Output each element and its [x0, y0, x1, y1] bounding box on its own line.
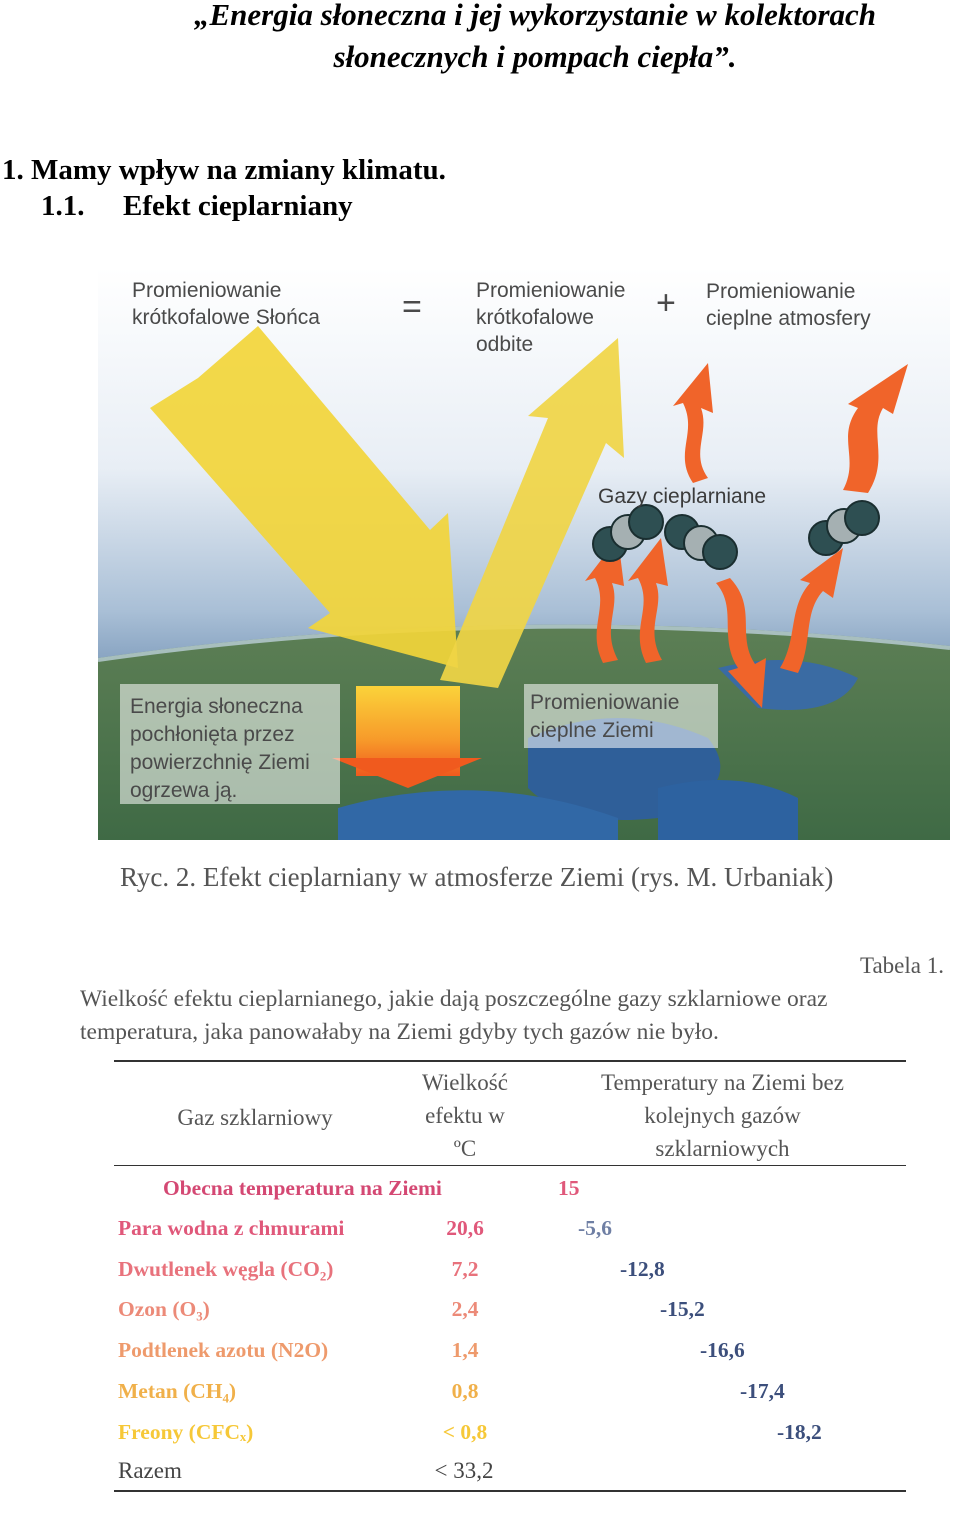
title-line-2: słonecznych i pompach ciepła”. [333, 39, 737, 74]
label-atmosphere-line-1: Promieniowanie [706, 280, 856, 303]
subsection-number: 1.1. [41, 190, 85, 222]
table-row [0, 1216, 960, 1252]
col-header-gas: Gaz szklarniowy [177, 1105, 333, 1130]
gas-name: Dwutlenek węgla (CO₂) [118, 1257, 334, 1281]
label-atmosphere-line-2: cieplne atmosfery [706, 307, 871, 330]
table-top-rule [114, 1060, 906, 1062]
label-solar-line-1: Promieniowanie [132, 279, 282, 302]
temperature-value: -15,2 [660, 1297, 705, 1321]
subsection-title: Efekt cieplarniany [123, 190, 353, 222]
label-greenhouse-gases: Gazy cieplarniane [598, 485, 767, 508]
label-earth-radiation-line-2: cieplne Ziemi [530, 719, 654, 742]
col-header-effect-line-1: Wielkość [422, 1070, 508, 1095]
plus-sign: + [656, 284, 676, 322]
col-header-effect-line-2: efektu w [425, 1103, 505, 1128]
col-header-effect [405, 1066, 525, 1165]
temperature-value: -18,2 [777, 1420, 822, 1444]
gas-name: Podtlenek azotu (N2O) [118, 1338, 329, 1362]
table-description: Wielkość efektu cieplarnianego, jakie dają poszczególne gazy szklarniowe oraz temperatura, jaka panowałaby na Ziemi gdyby tych gazów nie było. [80, 986, 828, 1045]
table-row [0, 1257, 960, 1293]
col-header-temperature-line-2: kolejnych gazów [644, 1103, 801, 1128]
gas-name: Ozon (O₃) [118, 1297, 210, 1321]
table-row [0, 1338, 960, 1374]
table-row-total [0, 1458, 960, 1494]
label-absorbed-line-3: powierzchnię Ziemi [130, 751, 310, 774]
current-temp-value: 15 [558, 1176, 580, 1200]
gas-name: Freony (CFCₓ) [118, 1420, 254, 1444]
effect-value: 0,8 [451, 1379, 479, 1403]
label-reflected-line-2: krótkofalowe [476, 306, 594, 329]
equals-sign: = [402, 288, 422, 326]
label-solar-line-2: krótkofalowe Słońca [132, 306, 320, 329]
col-header-effect-line-3: ºC [453, 1136, 477, 1161]
temperature-value: -5,6 [578, 1216, 613, 1240]
table-bottom-rule [114, 1490, 906, 1492]
temperature-value: -12,8 [620, 1257, 665, 1281]
label-earth-radiation-line-1: Promieniowanie [530, 691, 680, 714]
gas-name: Metan (CH₄) [118, 1379, 237, 1403]
effect-value: 1,4 [451, 1338, 479, 1362]
label-reflected-line-3: odbite [476, 333, 534, 356]
label-absorbed-line-2: pochłonięta przez [130, 723, 295, 746]
table-row-current [0, 1176, 960, 1212]
section-heading: 1. Mamy wpływ na zmiany klimatu. [2, 154, 446, 186]
table-header-rule [114, 1165, 906, 1166]
effect-value: 2,4 [451, 1297, 479, 1321]
subsection-heading [41, 190, 353, 223]
document-title [0, 0, 960, 78]
col-header-temperature [565, 1066, 880, 1165]
current-temp-label: Obecna temperatura na Ziemi [163, 1176, 442, 1200]
temperature-value: -16,6 [700, 1338, 745, 1362]
label-absorbed-line-1: Energia słoneczna [130, 695, 303, 718]
title-line-1: „Energia słoneczna i jej wykorzystanie w kolektorach [193, 0, 877, 32]
temperature-value: -17,4 [740, 1379, 785, 1403]
table-row [0, 1379, 960, 1415]
label-absorbed-line-4: ogrzewa ją. [130, 779, 238, 802]
effect-value: 7,2 [451, 1257, 479, 1281]
table-row [0, 1420, 960, 1456]
gas-name: Para wodna z chmurami [118, 1216, 345, 1240]
figure-caption: Ryc. 2. Efekt cieplarniany w atmosferze Ziemi (rys. M. Urbaniak) [120, 862, 834, 892]
table-row [0, 1297, 960, 1333]
effect-value: < 0,8 [442, 1420, 488, 1444]
effect-value: 20,6 [446, 1216, 484, 1240]
col-header-temperature-line-1: Temperatury na Ziemi bez [601, 1070, 844, 1095]
total-label: Razem [118, 1458, 182, 1483]
col-header-temperature-line-3: szklarniowych [655, 1136, 790, 1161]
greenhouse-figure [98, 268, 950, 840]
label-reflected-line-1: Promieniowanie [476, 279, 626, 302]
table-number: Tabela 1. [860, 953, 944, 978]
total-value: < 33,2 [434, 1458, 494, 1483]
